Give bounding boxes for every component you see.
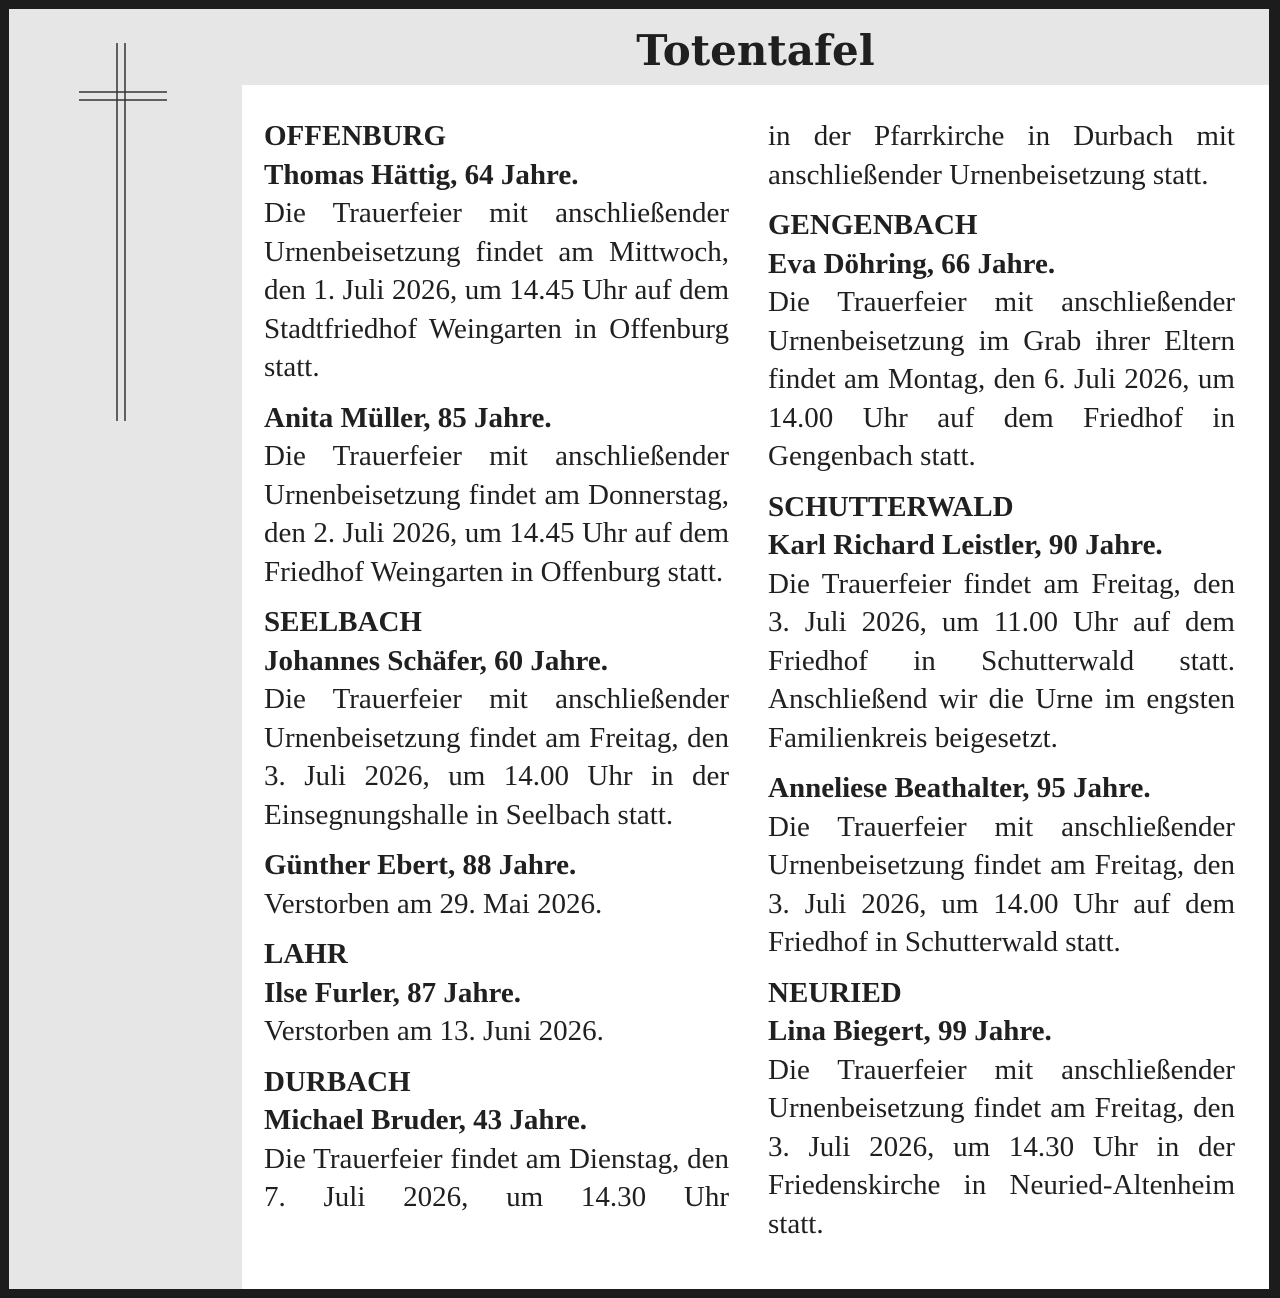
left-column [264, 117, 729, 1217]
town-heading: SEELBACH [264, 606, 422, 638]
town-heading: DURBACH [264, 1065, 411, 1098]
notice-text: Verstorben am 13. Juni 2026. [264, 1015, 604, 1047]
notice-continuation: in der Pfarrkirche in Durbach mit anschließender Urnenbeisetzung statt. [768, 120, 1235, 191]
page-title: Totentafel [636, 26, 875, 75]
deceased-name: Ilse Furler, 87 Jahre. [264, 976, 521, 1009]
notice-text: Die Trauerfeier mit anschließender Urnenbeisetzung findet am Donnerstag, den 2. Juli 2026, um 14.45 Uhr auf dem Friedhof Weingarten in Offenburg statt. [264, 440, 729, 588]
right-column [768, 117, 1235, 1243]
deceased-name: Michael Bruder, 43 Jahre. [264, 1104, 588, 1136]
notice-text: Die Trauerfeier mit anschließender Urnenbeisetzung im Grab ihrer Eltern findet am Montag, den 6. Juli 2026, um 14.00 Uhr auf dem Friedhof in Gengenbach statt. [768, 286, 1235, 472]
notice-text: Die Trauerfeier mit anschließender Urnenbeisetzung findet am Mittwoch, den 1. Juli 2026, um 14.45 Uhr auf dem Stadtfriedhof Weingarten in Offenburg statt. [264, 197, 729, 383]
deceased-name: Lina Biegert, 99 Jahre. [768, 1015, 1052, 1047]
town-heading: GENGENBACH [768, 209, 978, 241]
notice-text: Die Trauerfeier findet am Dienstag, den 7. Juli 2026, um 14.30 Uhr [264, 1142, 729, 1213]
deceased-name: Johannes Schäfer, 60 Jahre. [264, 644, 609, 677]
obituary-panel [242, 85, 1269, 1289]
notice-text: Die Trauerfeier mit anschließender Urnenbeisetzung findet am Freitag, den 3. Juli 2026, um 14.00 Uhr auf dem Friedhof in Schutterwald statt. [768, 810, 1235, 958]
notice-text: Die Trauerfeier mit anschließender Urnenbeisetzung findet am Freitag, den 3. Juli 2026, um 14.30 Uhr in der Friedenskirche in Neuried-Altenheim statt. [768, 1053, 1235, 1240]
notice-text: Verstorben am 29. Mai 2026. [264, 887, 603, 920]
obituary-frame [9, 9, 1269, 1289]
deceased-name: Karl Richard Leistler, 90 Jahre. [768, 529, 1163, 561]
deceased-name: Anneliese Beathalter, 95 Jahre. [768, 772, 1151, 804]
town-heading: NEURIED [768, 976, 902, 1009]
town-heading: SCHUTTERWALD [768, 490, 1014, 523]
deceased-name: Thomas Hättig, 64 Jahre. [264, 158, 579, 191]
deceased-name: Anita Müller, 85 Jahre. [264, 401, 552, 434]
town-heading: OFFENBURG [264, 120, 447, 152]
cross-icon [9, 9, 189, 439]
deceased-name: Eva Döhring, 66 Jahre. [768, 247, 1056, 280]
notice-text: Die Trauerfeier mit anschließender Urnenbeisetzung findet am Freitag, den 3. Juli 2026, um 14.00 Uhr in der Einsegnungshalle in Seelbach statt. [264, 683, 729, 831]
deceased-name: Günther Ebert, 88 Jahre. [264, 849, 577, 881]
town-heading: LAHR [264, 938, 348, 970]
notice-text: Die Trauerfeier findet am Freitag, den 3. Juli 2026, um 11.00 Uhr auf dem Friedhof in Schutterwald statt. Anschließend wir die Urne im engsten Familienkreis beigesetzt. [768, 567, 1235, 754]
